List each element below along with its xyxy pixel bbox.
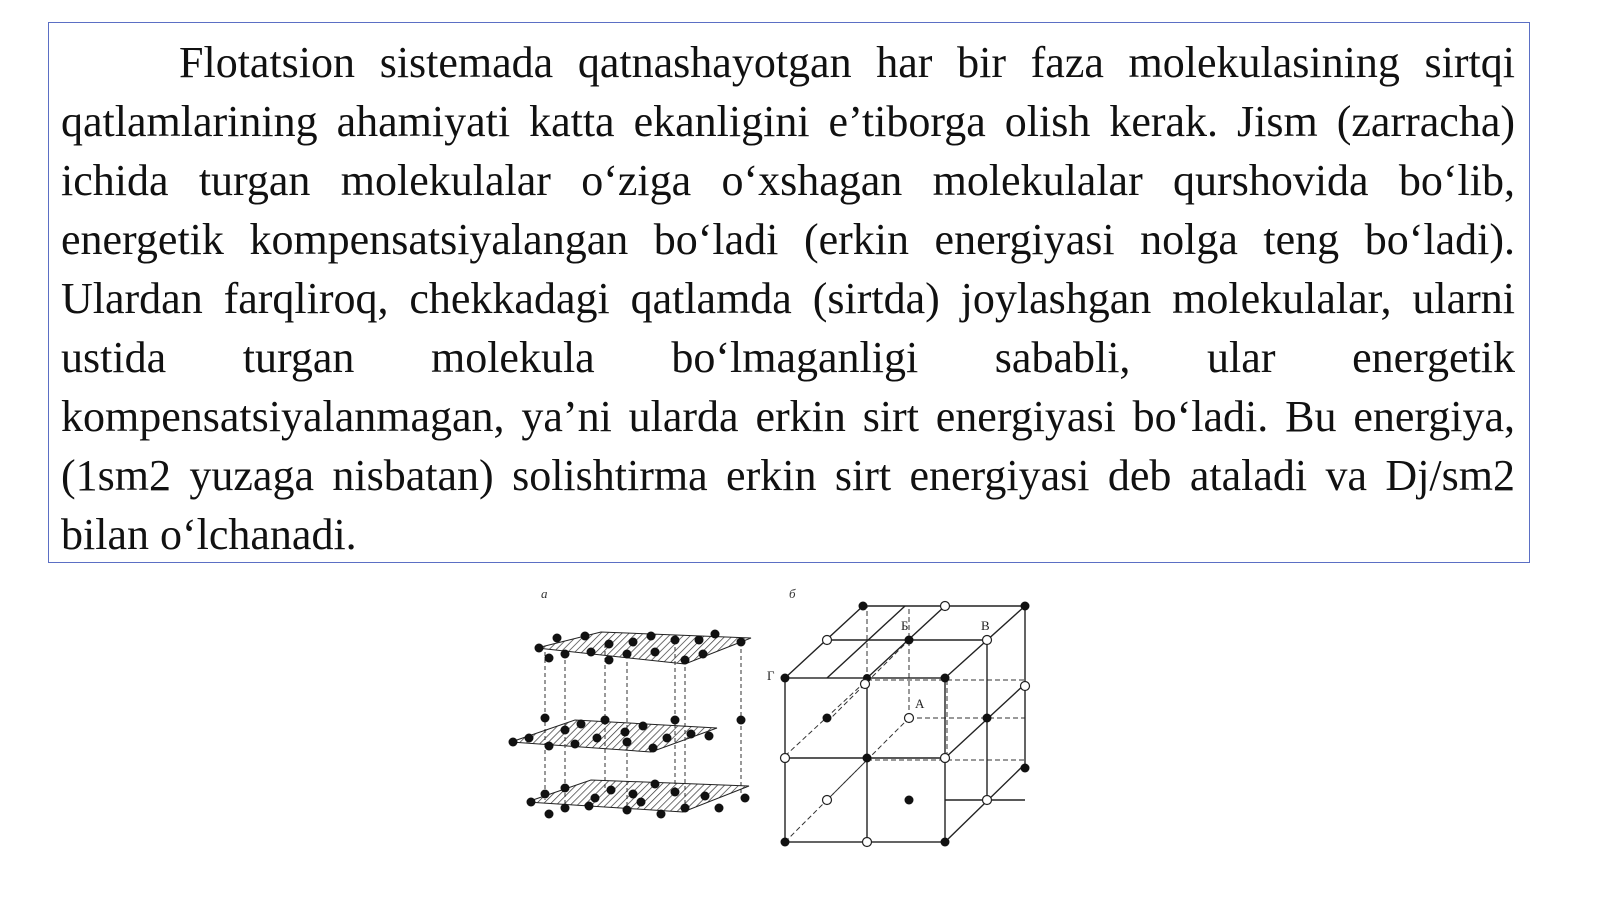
- body-paragraph: Flotatsion sistemada qatnashayotgan har bir faza molekulasining sirtqi qatlamlarining ahamiyati katta ekanligini e’tiborga olish kerak. Jism (zarracha) ichida turgan molekulalar o‘ziga o‘xshagan molekulalar qurshovida bo‘lib, energetik kompensatsiyalangan bo‘ladi (erkin energiyasi nolga teng bo‘ladi). Ulardan farqliroq, chekkadagi qatlamda (sirtda) joylashgan molekulalar, ularni ustida turgan molekula bo‘lmaganligi sababli, ular energetik kompensatsiyalanmagan, ya’ni ularda erkin sirt energiyasi bo‘ladi. Bu energiya, (1sm2 yuzaga nisbatan) solishtirma erkin sirt energiyasi deb ataladi va Dj/sm2 bilan o‘lchanadi.: [61, 38, 1515, 559]
- point-label-V: В: [981, 618, 990, 633]
- crystal-figure-svg: [505, 580, 1050, 860]
- label-b: б: [789, 586, 796, 601]
- layered-structure-a: [509, 586, 752, 819]
- crystal-structure-figure: [505, 580, 1050, 860]
- layer-middle: [511, 720, 717, 752]
- point-label-B: Б: [901, 618, 909, 633]
- layer-top: [537, 632, 751, 664]
- label-a: а: [541, 586, 548, 601]
- point-label-A: А: [915, 696, 925, 711]
- cubic-lattice-b: [767, 586, 1030, 847]
- point-label-G: Г: [767, 668, 775, 683]
- text-frame: [48, 22, 1530, 563]
